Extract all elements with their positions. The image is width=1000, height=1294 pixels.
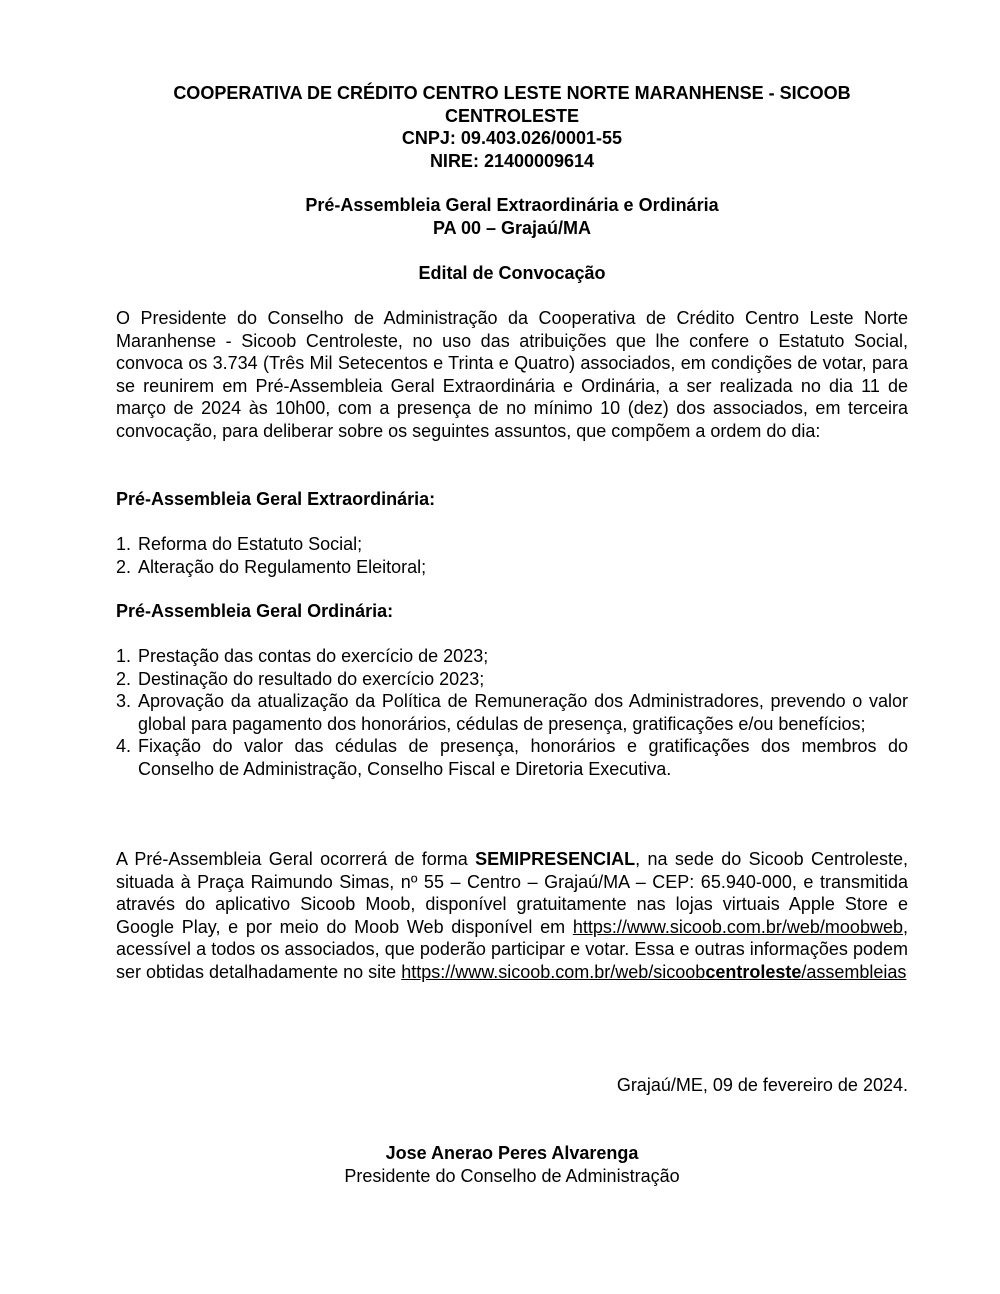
signatory-role: Presidente do Conselho de Administração: [344, 1165, 680, 1186]
ordinary-agenda-list: [116, 645, 908, 780]
list-item: [116, 645, 908, 668]
org-name-line2: CENTROLESTE: [444, 105, 579, 126]
item-text: Destinação do resultado do exercício 2023;: [138, 668, 485, 689]
item-number: 2.: [116, 668, 132, 689]
extraordinary-agenda-list: [116, 533, 908, 578]
list-item: [116, 735, 908, 780]
list-item: [116, 690, 908, 735]
meeting-details-paragraph: [116, 848, 908, 983]
signature-block: [116, 1142, 908, 1187]
document-header: [116, 82, 908, 172]
signatory-name: Jose Anerao Peres Alvarenga: [385, 1143, 639, 1163]
item-number: 3.: [116, 691, 132, 711]
meeting-location: PA 00 – Grajaú/MA: [432, 217, 592, 238]
item-number: 1.: [116, 534, 132, 554]
link-suffix: /assembleias: [801, 961, 907, 982]
ordinary-heading: Pré-Assembleia Geral Ordinária:: [116, 601, 394, 621]
org-name-line1: COOPERATIVA DE CRÉDITO CENTRO LESTE NORTE MARANHENSE - SICOOB: [173, 83, 851, 103]
extraordinary-heading: Pré-Assembleia Geral Extraordinária:: [116, 489, 436, 509]
moobweb-link[interactable]: https://www.sicoob.com.br/web/moobweb: [572, 916, 903, 937]
item-number: 2.: [116, 556, 132, 577]
details-text: , acessível a todos os associados, que poderão participar e votar. Essa e outras informações podem ser obtidas detalhadamente no site: [116, 916, 908, 982]
item-number: 4.: [116, 736, 132, 756]
cnpj: CNPJ: 09.403.026/0001-55: [401, 128, 623, 148]
meeting-title: Pré-Assembleia Geral Extraordinária e Ordinária: [305, 195, 719, 215]
nire: NIRE: 21400009614: [429, 150, 595, 171]
item-number: 1.: [116, 646, 132, 666]
list-item: [116, 556, 908, 579]
item-text: Fixação do valor das cédulas de presença, honorários e gratificações dos membros do Conselho de Administração, Conselho Fiscal e Diretoria Executiva.: [138, 736, 908, 779]
list-item: [116, 533, 908, 556]
list-item: [116, 668, 908, 691]
item-text: Prestação das contas do exercício de 2023;: [138, 646, 489, 666]
notice-title: Edital de Convocação: [418, 263, 606, 283]
details-text: , na sede do Sicoob Centroleste, situada à Praça Raimundo Simas, nº 55 – Centro – Grajaú/MA – CEP: 65.940-000, e transmitida através do aplicativo Sicoob Moob, disponível gratuitamente nas lojas virtuais Apple Store e Google Play, e por meio do Moob Web disponível em: [116, 849, 909, 937]
link-prefix: https://www.sicoob.com.br/web/sicoob: [401, 961, 706, 982]
assembleias-link[interactable]: [401, 962, 906, 982]
details-text: A Pré-Assembleia Geral ocorrerá de forma: [116, 849, 476, 869]
link-bold-part: centroleste: [705, 961, 802, 982]
meeting-mode: SEMIPRESENCIAL: [475, 849, 636, 869]
meeting-title-block: [116, 194, 908, 239]
date-line: Grajaú/ME, 09 de fevereiro de 2024.: [616, 1075, 908, 1095]
item-text: Aprovação da atualização da Política de Remuneração dos Administradores, prevendo o valor global para pagamento dos honorários, cédulas de presença, gratificações e/ou benefícios;: [138, 691, 908, 734]
item-text: Alteração do Regulamento Eleitoral;: [138, 556, 427, 577]
intro-paragraph: O Presidente do Conselho de Administração da Cooperativa de Crédito Centro Leste Norte Maranhense - Sicoob Centroleste, no uso das atribuições que lhe confere o Estatuto Social, convoca os 3.734 (Três Mil Setecentos e Trinta e Quatro) associados, em condições de votar, para se reunirem em Pré-Assembleia Geral Extraordinária e Ordinária, a ser realizada no dia 11 de março de 2024 às 10h00, com a presença de no mínimo 10 (dez) dos associados, em terceira convocação, para deliberar sobre os seguintes assuntos, que compõem a ordem do dia:: [116, 308, 908, 441]
item-text: Reforma do Estatuto Social;: [138, 534, 363, 554]
